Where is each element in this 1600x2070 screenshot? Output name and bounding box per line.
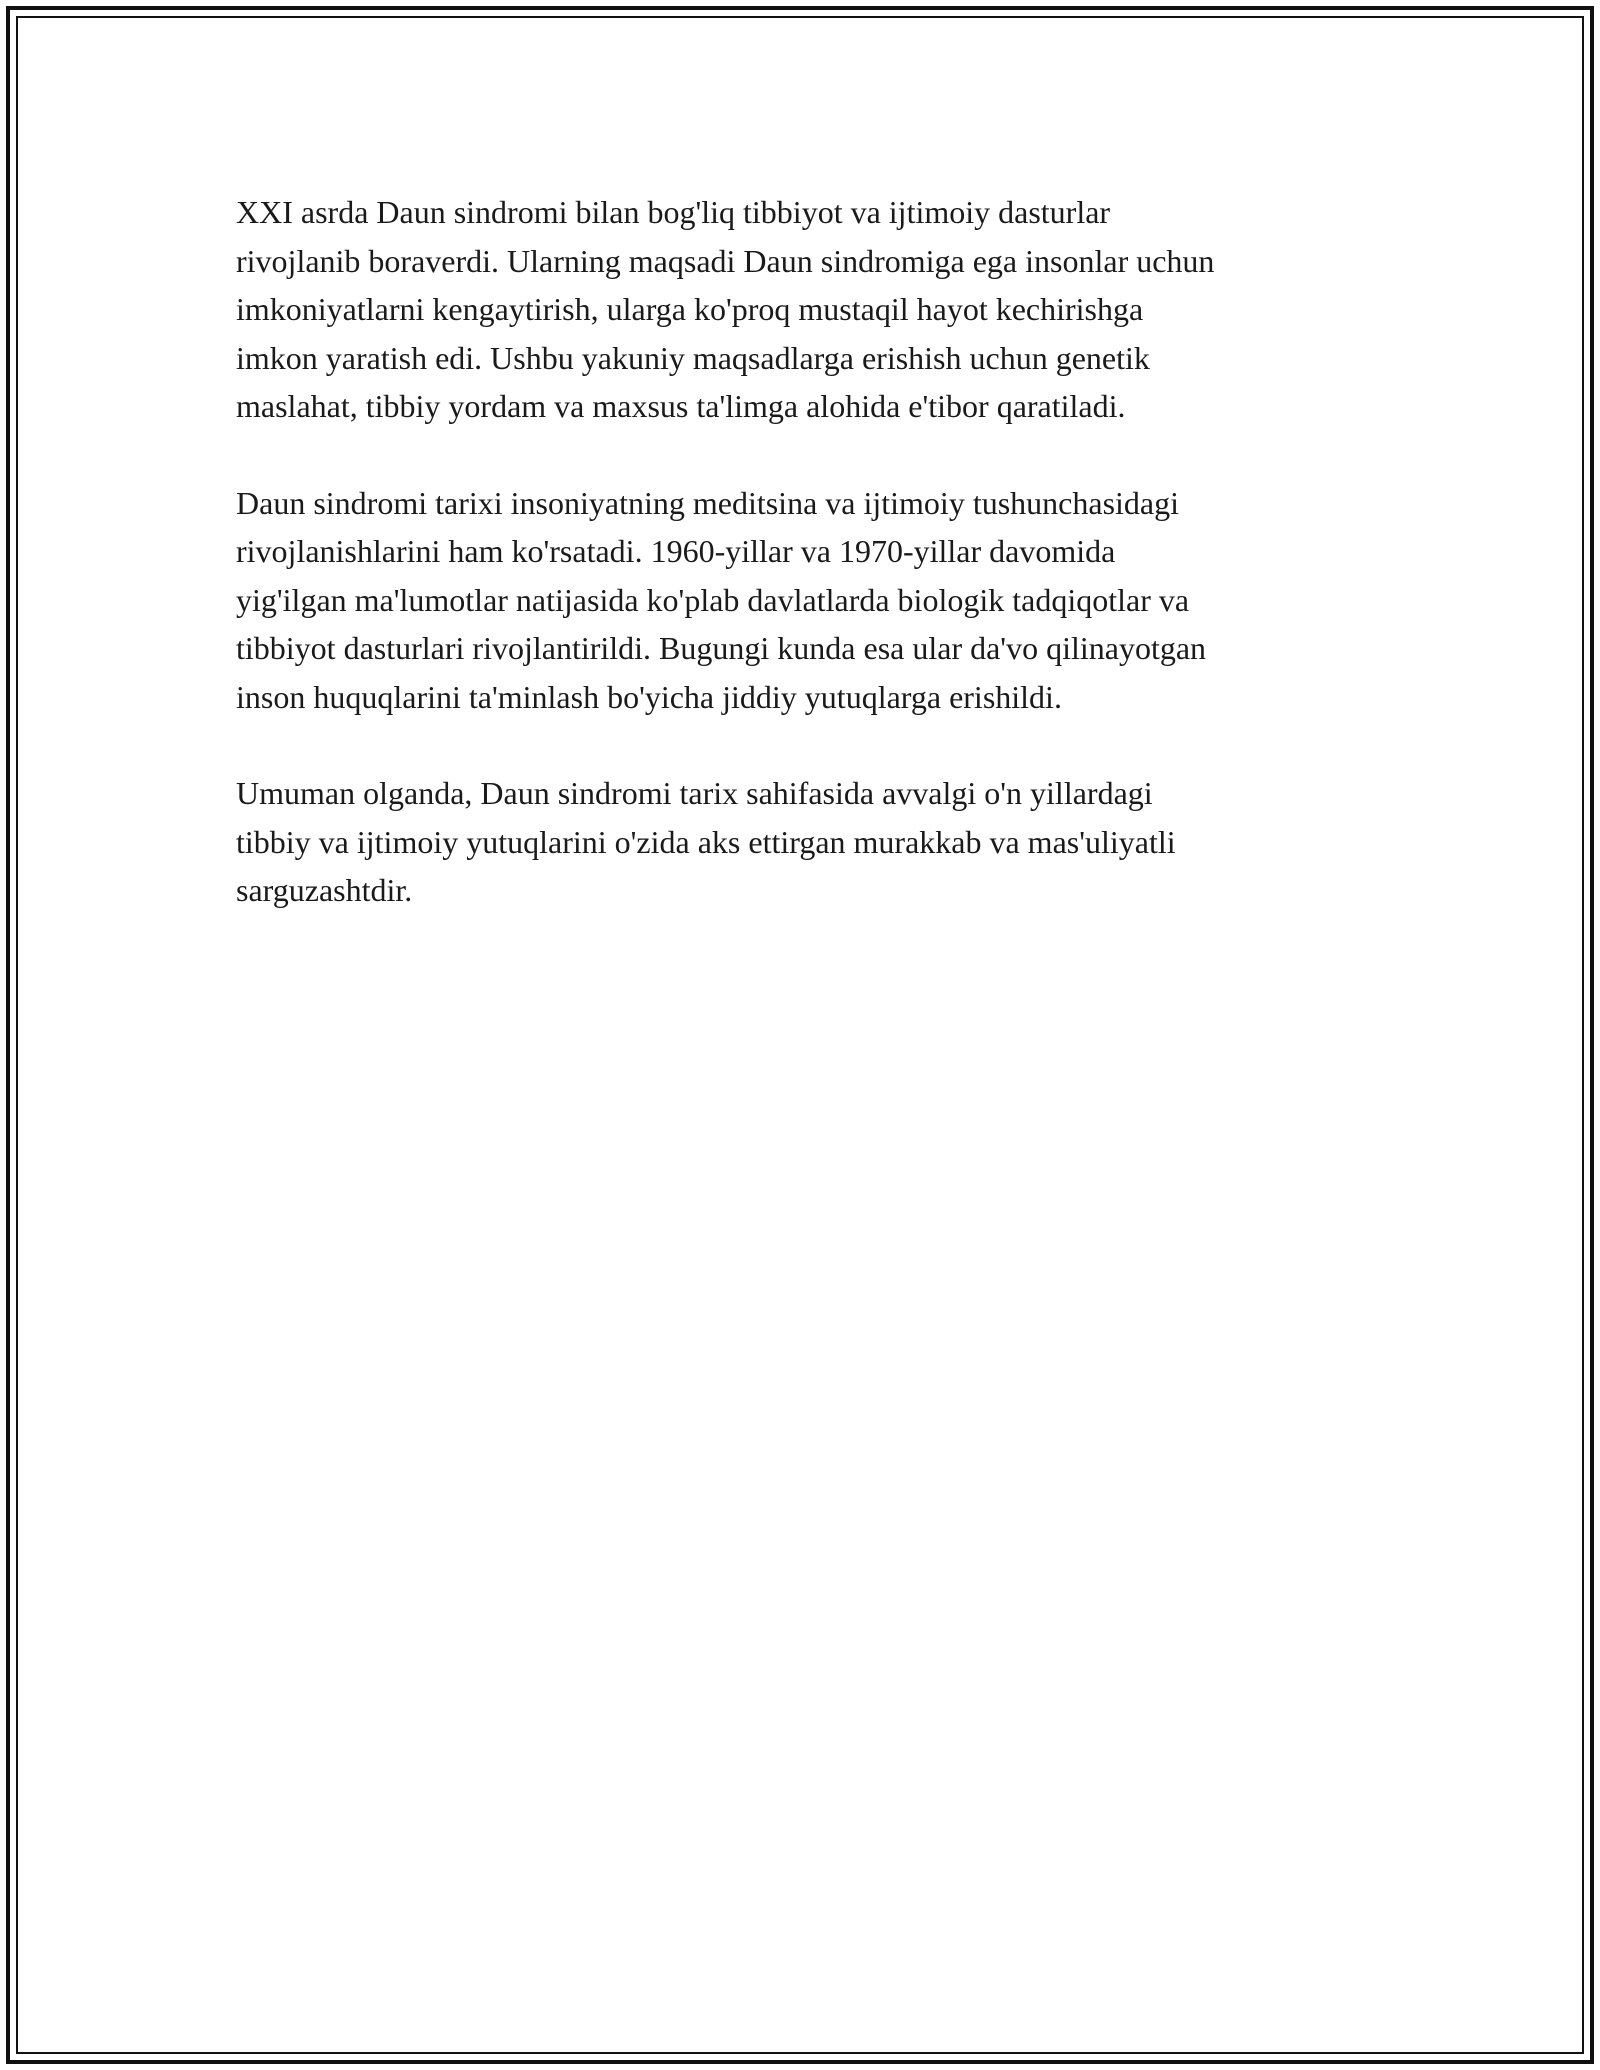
paragraph-3: Umuman olganda, Daun sindromi tarix sahifasida avvalgi o'n yillardagi tibbiy va ijtimoiy yutuqlarini o'zida aks ettirgan murakkab va mas'uliyatli sarguzashtdir. <box>236 775 1176 908</box>
paragraph-2: Daun sindromi tarixi insoniyatning meditsina va ijtimoiy tushunchasidagi rivojlanishlarini ham ko'rsatadi. 1960-yillar va 1970-yillar davomida yig'ilgan ma'lumotlar natijasida ko'plab davlatlarda biologik tadqiqotlar va tibbiyot dasturlari rivojlantirildi. Bugungi kunda esa ular da'vo qilinayotgan inson huquqlarini ta'minlash bo'yicha jiddiy yutuqlarga erishildi. <box>236 484 1207 715</box>
document-body <box>236 188 1366 963</box>
paragraph-1: XXI asrda Daun sindromi bilan bog'liq tibbiyot va ijtimoiy dasturlar rivojlanib boraverdi. Ularning maqsadi Daun sindromiga ega insonlar uchun imkoniyatlarni kengaytirish, ularga ko'proq mustaqil hayot kechirishga imkon yaratish edi. Ushbu yakuniy maqsadlarga erishish uchun genetik maslahat, tibbiy yordam va maxsus ta'limga alohida e'tibor qaratiladi. <box>236 194 1215 424</box>
